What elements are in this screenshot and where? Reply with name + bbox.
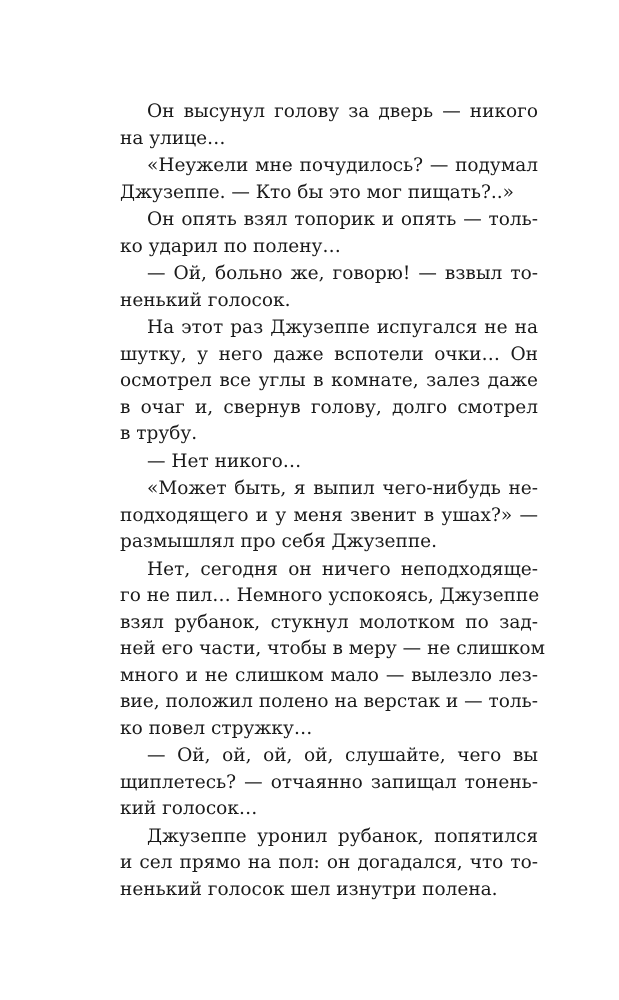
text-line: ко повел стружку…	[120, 717, 313, 739]
text-line: и сел прямо на пол: он догадался, что то-	[120, 852, 538, 873]
text-line: ней его части, чтобы в меру — не слишком	[120, 638, 545, 659]
text-line: «Неужели мне почудилось? — подумал	[147, 155, 538, 176]
paragraph	[120, 743, 538, 823]
text-line: вие, положил полено на верстак и — толь-	[120, 691, 538, 712]
paragraph	[120, 261, 538, 314]
paragraph	[120, 824, 538, 904]
paragraph	[120, 449, 538, 476]
text-line: Нет, сегодня он ничего неподходяще-	[147, 558, 538, 580]
text-line: взял рубанок, стукнул молотком по зад-	[120, 611, 538, 633]
text-line: — Ой, ой, ой, ой, слушайте, чего вы	[147, 745, 538, 766]
text-line: щиплетесь? — отчаянно запищал тонень-	[120, 771, 538, 793]
paragraph	[120, 207, 538, 260]
text-line: На этот раз Джузеппе испугался не на	[147, 317, 538, 338]
text-line: ко ударил по полену…	[120, 235, 341, 257]
paragraph	[120, 153, 538, 206]
text-line: подходящего и у меня звенит в ушах?» —	[120, 504, 538, 526]
text-line: размышлял про себя Джузеппе.	[120, 531, 437, 552]
paragraph	[120, 315, 538, 448]
paragraph	[120, 476, 538, 556]
paragraph	[120, 99, 538, 152]
text-line: шутку, у него даже вспотели очки… Он	[120, 343, 538, 365]
text-line: «Может быть, я выпил чего-нибудь не-	[147, 478, 538, 499]
paragraph	[120, 557, 545, 743]
text-line: — Нет никого…	[147, 450, 302, 472]
text-line: осмотрел все углы в комнате, залез даже	[120, 370, 538, 391]
text-line: Джузеппе уронил рубанок, попятился	[147, 825, 538, 847]
text-line: много и не слишком мало — вылезло лез-	[120, 664, 538, 686]
text-line: — Ой, больно же, говорю! — взвыл то-	[147, 263, 538, 284]
text-line: ненький голосок.	[120, 289, 291, 311]
text-line: Джузеппе. — Кто бы это мог пищать?..»	[120, 181, 514, 203]
text-line: на улице…	[120, 127, 226, 149]
text-line: в очаг и, свернув голову, долго смотрел	[120, 396, 538, 418]
text-line: Он опять взял топорик и опять — толь-	[147, 209, 538, 230]
book-page-text	[120, 99, 545, 904]
text-line: ненький голосок шел изнутри полена.	[120, 878, 498, 900]
text-line: го не пил… Немного успокоясь, Джузеппе	[120, 585, 540, 606]
text-line: в трубу.	[120, 423, 198, 444]
text-line: кий голосок…	[120, 798, 258, 819]
text-line: Он высунул голову за дверь — никого	[147, 101, 538, 122]
